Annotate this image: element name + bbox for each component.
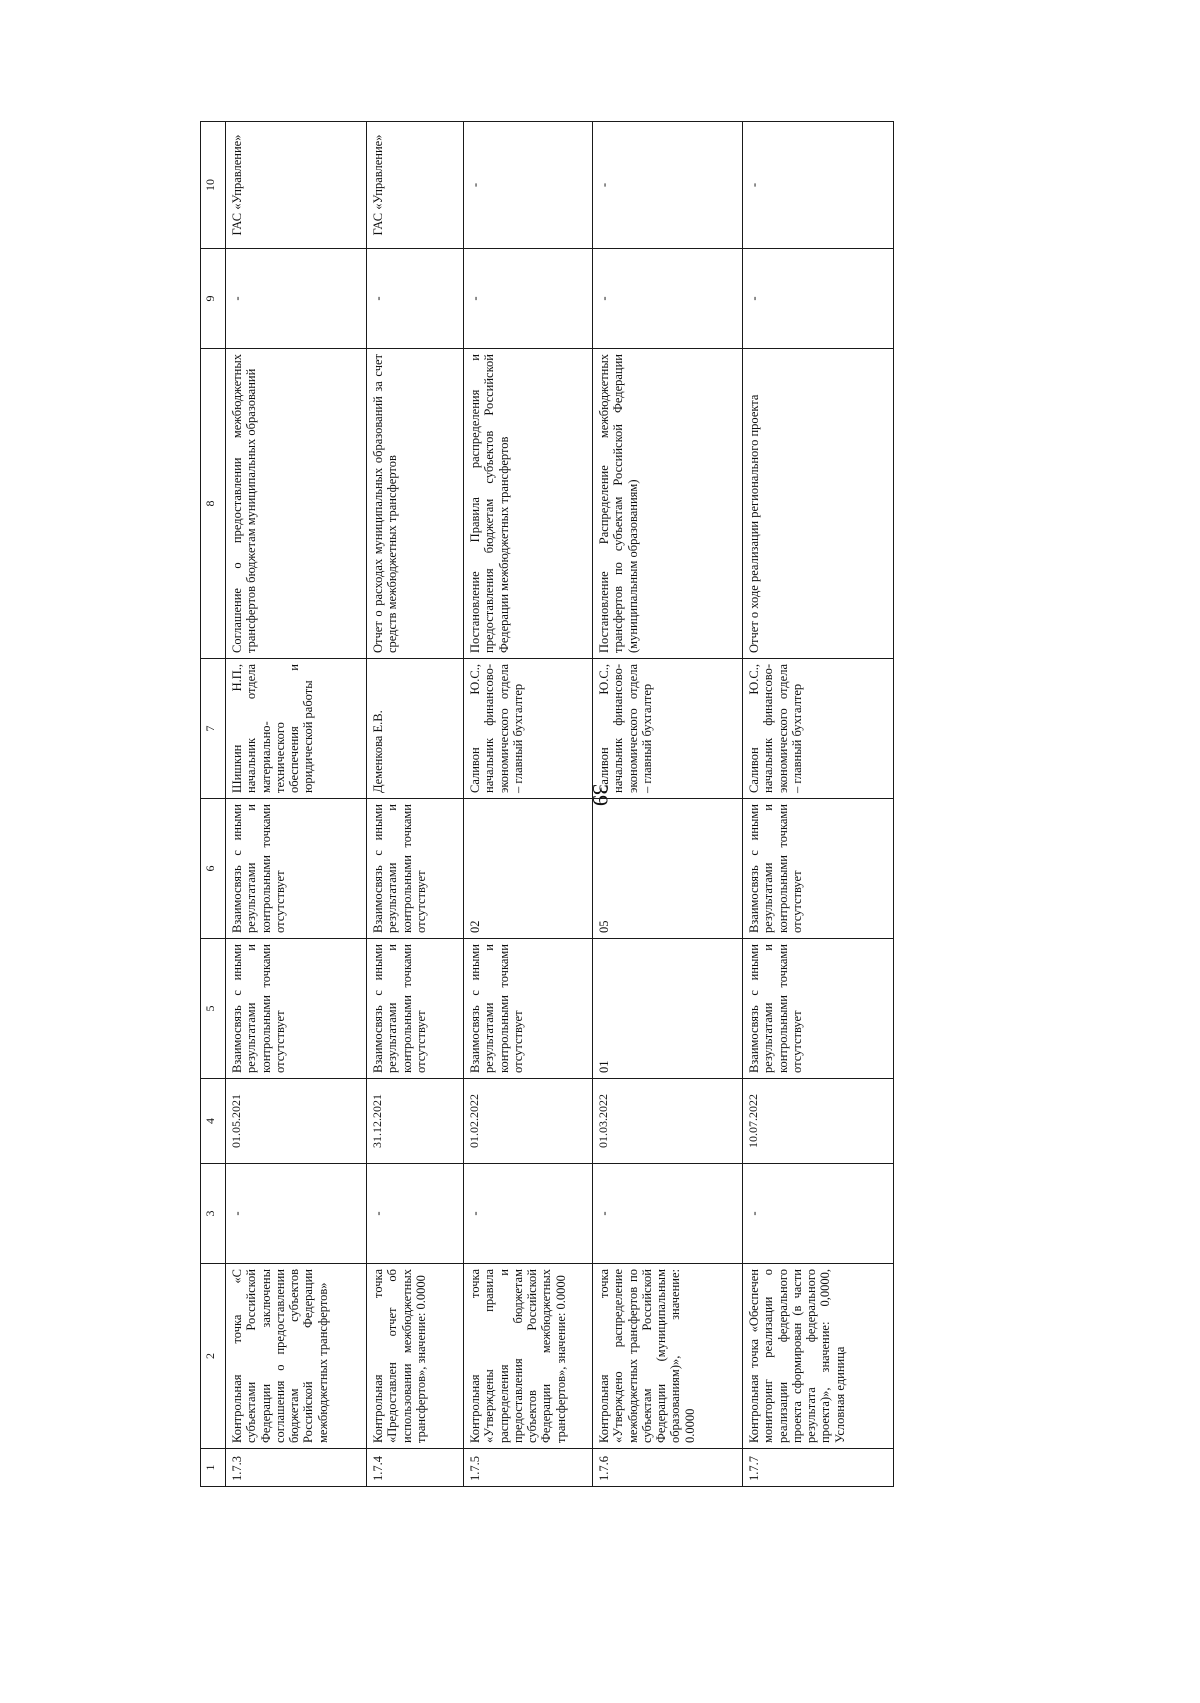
info-system: ГАС «Управление»: [226, 122, 367, 249]
col3-value: -: [464, 1164, 593, 1264]
col9-value: -: [226, 249, 367, 349]
col9-value: -: [743, 249, 894, 349]
table-row: [593, 122, 743, 1487]
col3-value: -: [593, 1164, 743, 1264]
document-type: Постановление Распределение межбюджетных трансфертов по субъектам Российской Федерации (муниципальным образованиям): [593, 349, 743, 659]
document-type: Постановление Правила распределения и предоставления бюджетам субъектов Российской Федерации межбюджетных трансфертов: [464, 349, 593, 659]
relation-results: Взаимосвязь с иными результатами и контрольными точками отсутствует: [226, 939, 367, 1079]
control-point-name: Контрольная точка «Обеспечен мониторинг реализации о реализации федерального проекта сформирован (в части результата федерального проекта)», значение: 0,0000, Условная единица: [743, 1264, 894, 1449]
relation-results: Взаимосвязь с иными результатами и контрольными точками отсутствует: [464, 939, 593, 1079]
control-points-table: [200, 121, 894, 1487]
table-header-row: [201, 122, 226, 1487]
info-system: -: [593, 122, 743, 249]
header-col-2: 2: [201, 1264, 226, 1449]
document-type: Отчет о ходе реализации регионального проекта: [743, 349, 894, 659]
info-system: -: [743, 122, 894, 249]
header-col-9: 9: [201, 249, 226, 349]
row-number: 1.7.3: [226, 1449, 367, 1487]
col3-value: -: [367, 1164, 464, 1264]
col3-value: -: [743, 1164, 894, 1264]
row-number: 1.7.7: [743, 1449, 894, 1487]
control-point-name: Контрольная точка «Утверждены правила распределения и предоставления бюджетам субъектов Российской Федерации межбюджетных трансфертов», значение: 0.0000: [464, 1264, 593, 1449]
info-system: -: [464, 122, 593, 249]
control-point-name: Контрольная точка «С субъектами Российской Федерации заключены соглашения о предоставлении бюджетам субъектов Российской Федерации межбюджетных трансфертов»: [226, 1264, 367, 1449]
table-row: [743, 122, 894, 1487]
row-number: 1.7.6: [593, 1449, 743, 1487]
responsible-person: Саливон Ю.С., начальник финансово-экономического отдела – главный бухгалтер: [464, 659, 593, 799]
table-row: [226, 122, 367, 1487]
row-number: 1.7.5: [464, 1449, 593, 1487]
header-col-8: 8: [201, 349, 226, 659]
row-number: 1.7.4: [367, 1449, 464, 1487]
document-type: Соглашение о предоставлении межбюджетных трансфертов бюджетам муниципальных образований: [226, 349, 367, 659]
responsible-person: Саливон Ю.С., начальник финансово-экономического отдела – главный бухгалтер: [743, 659, 894, 799]
due-date: 01.05.2021: [226, 1079, 367, 1164]
relation-points: Взаимосвязь с иными результатами и контрольными точками отсутствует: [367, 799, 464, 939]
table-container: [200, 122, 980, 1487]
relation-points: Взаимосвязь с иными результатами и контрольными точками отсутствует: [226, 799, 367, 939]
col9-value: -: [367, 249, 464, 349]
page-number-text: 39: [588, 784, 613, 806]
col9-value: -: [464, 249, 593, 349]
relation-results: 01: [593, 939, 743, 1079]
col9-value: -: [593, 249, 743, 349]
relation-results: Взаимосвязь с иными результатами и контрольными точками отсутствует: [367, 939, 464, 1079]
due-date: 10.07.2022: [743, 1079, 894, 1164]
responsible-person: Саливон Ю.С., начальник финансово-экономического отдела – главный бухгалтер: [593, 659, 743, 799]
responsible-person: Деменкова Е.В.: [367, 659, 464, 799]
document-type: Отчет о расходах муниципальных образований за счет средств межбюджетных трансфертов: [367, 349, 464, 659]
control-point-name: Контрольная точка «Предоставлен отчет об использовании межбюджетных трансфертов», значение: 0.0000: [367, 1264, 464, 1449]
relation-points: 05: [593, 799, 743, 939]
control-point-name: Контрольная точка «Утверждено распределение межбюджетных трансфертов по субъектам Российской Федерации (муниципальным образованиям)», значение: 0.0000: [593, 1264, 743, 1449]
table-row: [464, 122, 593, 1487]
header-col-5: 5: [201, 939, 226, 1079]
header-col-6: 6: [201, 799, 226, 939]
header-col-7: 7: [201, 659, 226, 799]
responsible-person: Шишкин Н.П., начальник отдела материально-технического обеспечения и юридической работы: [226, 659, 367, 799]
table-row: [367, 122, 464, 1487]
col3-value: -: [226, 1164, 367, 1264]
relation-points: Взаимосвязь с иными результатами и контрольными точками отсутствует: [743, 799, 894, 939]
info-system: ГАС «Управление»: [367, 122, 464, 249]
header-col-3: 3: [201, 1164, 226, 1264]
relation-results: Взаимосвязь с иными результатами и контрольными точками отсутствует: [743, 939, 894, 1079]
header-col-10: 10: [201, 122, 226, 249]
header-col-4: 4: [201, 1079, 226, 1164]
relation-points: 02: [464, 799, 593, 939]
due-date: 31.12.2021: [367, 1079, 464, 1164]
due-date: 01.03.2022: [593, 1079, 743, 1164]
due-date: 01.02.2022: [464, 1079, 593, 1164]
header-col-1: 1: [201, 1449, 226, 1487]
